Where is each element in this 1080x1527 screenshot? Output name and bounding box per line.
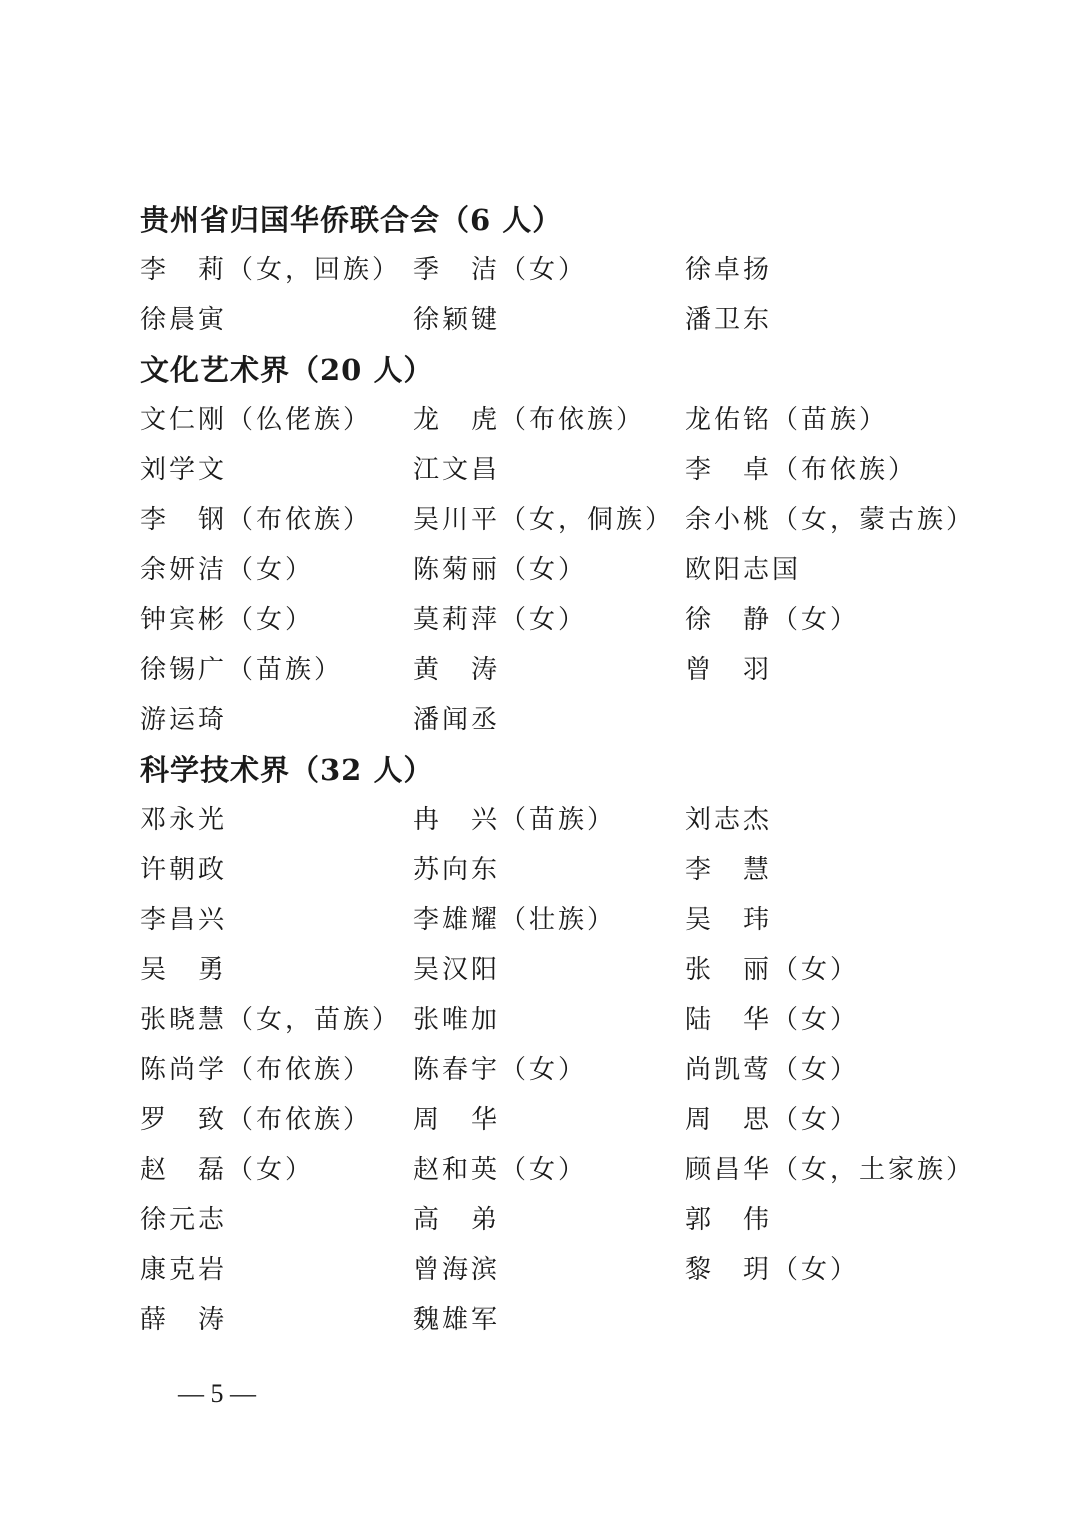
member-name: 徐晨寅: [140, 305, 228, 335]
member-name: 赵和英（女）: [413, 1155, 588, 1185]
member-name: 余妍洁（女）: [140, 555, 315, 585]
section-title: 文化艺术界（20 人）: [140, 353, 434, 387]
member-name: 郭 伟: [685, 1205, 773, 1235]
member-name: 曾海滨: [413, 1255, 501, 1285]
member-name: 龙佑铭（苗族）: [685, 405, 889, 435]
name-list: [140, 395, 976, 745]
member-name: 李昌兴: [140, 905, 228, 935]
member-name: 潘卫东: [685, 305, 773, 335]
member-name: 吴 勇: [140, 955, 228, 985]
member-name: 李 卓（布依族）: [685, 455, 918, 485]
member-name: 潘闻丞: [413, 705, 501, 735]
member-name: 曾 羽: [685, 655, 773, 685]
member-name: 吴汉阳: [413, 955, 501, 985]
member-name: 陈菊丽（女）: [413, 555, 588, 585]
section-overseas-chinese-federation: [140, 195, 970, 345]
member-name: 张唯加: [413, 1005, 501, 1035]
member-name: 苏向东: [413, 855, 501, 885]
member-name: 李 钢（布依族）: [140, 505, 373, 535]
page-number: — 5 —: [178, 1379, 256, 1408]
member-name: 李雄耀（壮族）: [413, 905, 617, 935]
member-name: 赵 磊（女）: [140, 1155, 315, 1185]
member-name: 刘志杰: [685, 805, 773, 835]
member-name: 高 弟: [413, 1205, 501, 1235]
member-name: 徐卓扬: [685, 255, 773, 285]
member-name: 龙 虎（布依族）: [413, 405, 646, 435]
member-name: 陈春宇（女）: [413, 1055, 588, 1085]
member-name: 文仁刚（仫佬族）: [140, 405, 373, 435]
member-name: 李 莉（女，回族）: [140, 255, 402, 285]
member-name: 莫莉萍（女）: [413, 605, 588, 635]
member-name: 陈尚学（布依族）: [140, 1055, 373, 1085]
name-list: [140, 795, 976, 1345]
section-title: 科学技术界（32 人）: [140, 753, 434, 787]
document-body: [140, 195, 976, 1345]
member-name: 吴 玮: [685, 905, 773, 935]
member-name: 江文昌: [413, 455, 501, 485]
member-name: 吴川平（女，侗族）: [413, 505, 675, 535]
member-name: 徐元志: [140, 1205, 228, 1235]
member-name: 徐锡广（苗族）: [140, 655, 344, 685]
member-name: 罗 致（布依族）: [140, 1105, 373, 1135]
member-name: 徐颖键: [413, 305, 501, 335]
member-name: 刘学文: [140, 455, 228, 485]
member-name: 顾昌华（女，土家族）: [685, 1155, 976, 1185]
member-name: 张晓慧（女，苗族）: [140, 1005, 402, 1035]
member-name: 陆 华（女）: [685, 1005, 860, 1035]
section-science-technology: [140, 745, 976, 1345]
member-name: 邓永光: [140, 805, 228, 835]
member-name: 黄 涛: [413, 655, 501, 685]
member-name: 尚凯莺（女）: [685, 1055, 860, 1085]
member-name: 冉 兴（苗族）: [413, 805, 617, 835]
member-name: 魏雄军: [413, 1305, 501, 1335]
member-name: 李 慧: [685, 855, 773, 885]
member-name: 季 洁（女）: [413, 255, 588, 285]
member-name: 徐 静（女）: [685, 605, 860, 635]
member-name: 余小桃（女，蒙古族）: [685, 505, 976, 535]
member-name: 周 思（女）: [685, 1105, 860, 1135]
member-name: 欧阳志国: [685, 555, 802, 585]
section-culture-arts: [140, 345, 976, 745]
name-list: [140, 245, 970, 345]
section-title: 贵州省归国华侨联合会（6 人）: [140, 203, 563, 237]
member-name: 黎 玥（女）: [685, 1255, 860, 1285]
member-name: 钟宾彬（女）: [140, 605, 315, 635]
member-name: 张 丽（女）: [685, 955, 860, 985]
member-name: 康克岩: [140, 1255, 228, 1285]
member-name: 周 华: [413, 1105, 501, 1135]
member-name: 薛 涛: [140, 1305, 228, 1335]
member-name: 游运琦: [140, 705, 228, 735]
member-name: 许朝政: [140, 855, 228, 885]
